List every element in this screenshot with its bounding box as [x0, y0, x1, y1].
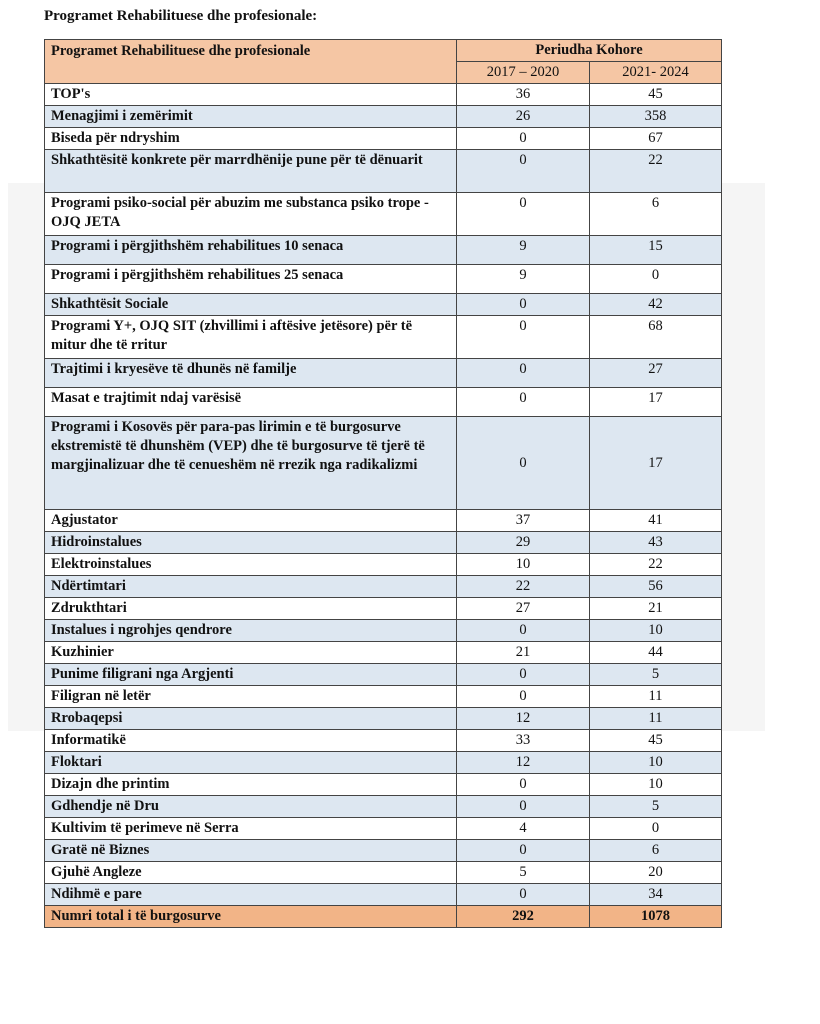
value-2021-2024: 11 [590, 686, 722, 708]
program-name: Gjuhë Angleze [45, 862, 457, 884]
table-row [45, 796, 722, 818]
table-row [45, 106, 722, 128]
table-row [45, 840, 722, 862]
table-row [45, 294, 722, 316]
value-2017-2020: 4 [457, 818, 590, 840]
table-row [45, 150, 722, 193]
value-2021-2024: 67 [590, 128, 722, 150]
program-name: Ndihmë e pare [45, 884, 457, 906]
program-name: Agjustator [45, 510, 457, 532]
total-label: Numri total i të burgosurve [45, 906, 457, 928]
value-2017-2020: 33 [457, 730, 590, 752]
value-2017-2020: 10 [457, 554, 590, 576]
program-name: Programi i përgjithshëm rehabilitues 10 senaca [45, 236, 457, 265]
value-2017-2020: 22 [457, 576, 590, 598]
value-2021-2024: 22 [590, 150, 722, 193]
program-name: Hidroinstalues [45, 532, 457, 554]
value-2017-2020: 9 [457, 265, 590, 294]
value-2017-2020: 0 [457, 417, 590, 510]
value-2017-2020: 0 [457, 316, 590, 359]
table-row [45, 664, 722, 686]
value-2021-2024: 34 [590, 884, 722, 906]
value-2021-2024: 43 [590, 532, 722, 554]
value-2017-2020: 0 [457, 620, 590, 642]
value-2021-2024: 15 [590, 236, 722, 265]
value-2017-2020: 0 [457, 774, 590, 796]
table-row [45, 730, 722, 752]
value-2017-2020: 0 [457, 128, 590, 150]
value-2021-2024: 44 [590, 642, 722, 664]
program-name: Rrobaqepsi [45, 708, 457, 730]
program-name: Ndërtimtari [45, 576, 457, 598]
value-2017-2020: 0 [457, 388, 590, 417]
table-row [45, 532, 722, 554]
programs-table [44, 39, 722, 928]
program-name: Floktari [45, 752, 457, 774]
value-2017-2020: 0 [457, 359, 590, 388]
value-2021-2024: 68 [590, 316, 722, 359]
value-2017-2020: 5 [457, 862, 590, 884]
value-2021-2024: 11 [590, 708, 722, 730]
table-row [45, 265, 722, 294]
program-name: Kuzhinier [45, 642, 457, 664]
value-2021-2024: 42 [590, 294, 722, 316]
value-2017-2020: 0 [457, 664, 590, 686]
table-row [45, 193, 722, 236]
program-name: Programi Y+, OJQ SIT (zhvillimi i aftësive jetësore) për të mitur dhe të rritur [45, 316, 457, 359]
value-2021-2024: 27 [590, 359, 722, 388]
table-row [45, 752, 722, 774]
value-2021-2024: 17 [590, 417, 722, 510]
value-2021-2024: 10 [590, 774, 722, 796]
program-name: Shkathtësit Sociale [45, 294, 457, 316]
table-row [45, 128, 722, 150]
value-2017-2020: 0 [457, 686, 590, 708]
table-body [45, 84, 722, 928]
table-row [45, 642, 722, 664]
value-2017-2020: 9 [457, 236, 590, 265]
table-row [45, 818, 722, 840]
table-row [45, 84, 722, 106]
value-2017-2020: 27 [457, 598, 590, 620]
value-2021-2024: 6 [590, 840, 722, 862]
value-2017-2020: 0 [457, 193, 590, 236]
table-row [45, 388, 722, 417]
table-row [45, 316, 722, 359]
program-name: Shkathtësitë konkrete për marrdhënije pune për të dënuarit [45, 150, 457, 193]
value-2021-2024: 10 [590, 752, 722, 774]
program-name: Filigran në letër [45, 686, 457, 708]
program-name: TOP's [45, 84, 457, 106]
period2-header: 2021- 2024 [590, 62, 722, 84]
program-name: Zdrukthtari [45, 598, 457, 620]
program-name: Elektroinstalues [45, 554, 457, 576]
program-name: Biseda për ndryshim [45, 128, 457, 150]
value-2017-2020: 12 [457, 752, 590, 774]
program-name: Gdhendje në Dru [45, 796, 457, 818]
program-name: Gratë në Biznes [45, 840, 457, 862]
value-2017-2020: 0 [457, 294, 590, 316]
value-2021-2024: 56 [590, 576, 722, 598]
table-row [45, 236, 722, 265]
table-row [45, 510, 722, 532]
value-2017-2020: 26 [457, 106, 590, 128]
program-name: Programi psiko-social për abuzim me substanca psiko trope -OJQ JETA [45, 193, 457, 236]
value-2021-2024: 22 [590, 554, 722, 576]
program-name: Programi i Kosovës për para-pas lirimin e të burgosurve ekstremistë të dhunshëm (VEP) dhe të burgosurve të tjerë të margjinalizuar dhe të cenueshëm në rrezik nga radikalizmi [45, 417, 457, 510]
table-row [45, 359, 722, 388]
table-row [45, 774, 722, 796]
program-name: Instalues i ngrohjes qendrore [45, 620, 457, 642]
page-title: Programet Rehabilituese dhe profesionale: [44, 8, 318, 24]
program-name: Menagjimi i zemërimit [45, 106, 457, 128]
total-row [45, 906, 722, 928]
total-2021-2024: 1078 [590, 906, 722, 928]
value-2017-2020: 12 [457, 708, 590, 730]
table-row [45, 884, 722, 906]
value-2021-2024: 0 [590, 818, 722, 840]
table-row [45, 598, 722, 620]
value-2021-2024: 10 [590, 620, 722, 642]
value-2017-2020: 29 [457, 532, 590, 554]
period1-header: 2017 – 2020 [457, 62, 590, 84]
table-row [45, 576, 722, 598]
program-name: Programi i përgjithshëm rehabilitues 25 senaca [45, 265, 457, 294]
table-row [45, 620, 722, 642]
program-name: Masat e trajtimit ndaj varësisë [45, 388, 457, 417]
value-2021-2024: 20 [590, 862, 722, 884]
value-2021-2024: 21 [590, 598, 722, 620]
program-name: Punime filigrani nga Argjenti [45, 664, 457, 686]
value-2021-2024: 45 [590, 84, 722, 106]
value-2021-2024: 6 [590, 193, 722, 236]
value-2021-2024: 5 [590, 796, 722, 818]
program-name: Trajtimi i kryesëve të dhunës në familje [45, 359, 457, 388]
value-2021-2024: 41 [590, 510, 722, 532]
value-2021-2024: 5 [590, 664, 722, 686]
value-2017-2020: 0 [457, 796, 590, 818]
value-2017-2020: 37 [457, 510, 590, 532]
period-group-header: Periudha Kohore [457, 40, 722, 62]
program-name: Dizajn dhe printim [45, 774, 457, 796]
value-2017-2020: 0 [457, 840, 590, 862]
value-2017-2020: 0 [457, 884, 590, 906]
value-2021-2024: 358 [590, 106, 722, 128]
table-row [45, 708, 722, 730]
program-name: Kultivim të perimeve në Serra [45, 818, 457, 840]
table-row [45, 554, 722, 576]
program-name: Informatikë [45, 730, 457, 752]
table-row [45, 686, 722, 708]
value-2021-2024: 45 [590, 730, 722, 752]
table-row [45, 417, 722, 510]
value-2017-2020: 36 [457, 84, 590, 106]
program-column-header: Programet Rehabilituese dhe profesionale [45, 40, 457, 84]
table-row [45, 862, 722, 884]
value-2017-2020: 21 [457, 642, 590, 664]
value-2021-2024: 0 [590, 265, 722, 294]
value-2021-2024: 17 [590, 388, 722, 417]
value-2017-2020: 0 [457, 150, 590, 193]
total-2017-2020: 292 [457, 906, 590, 928]
